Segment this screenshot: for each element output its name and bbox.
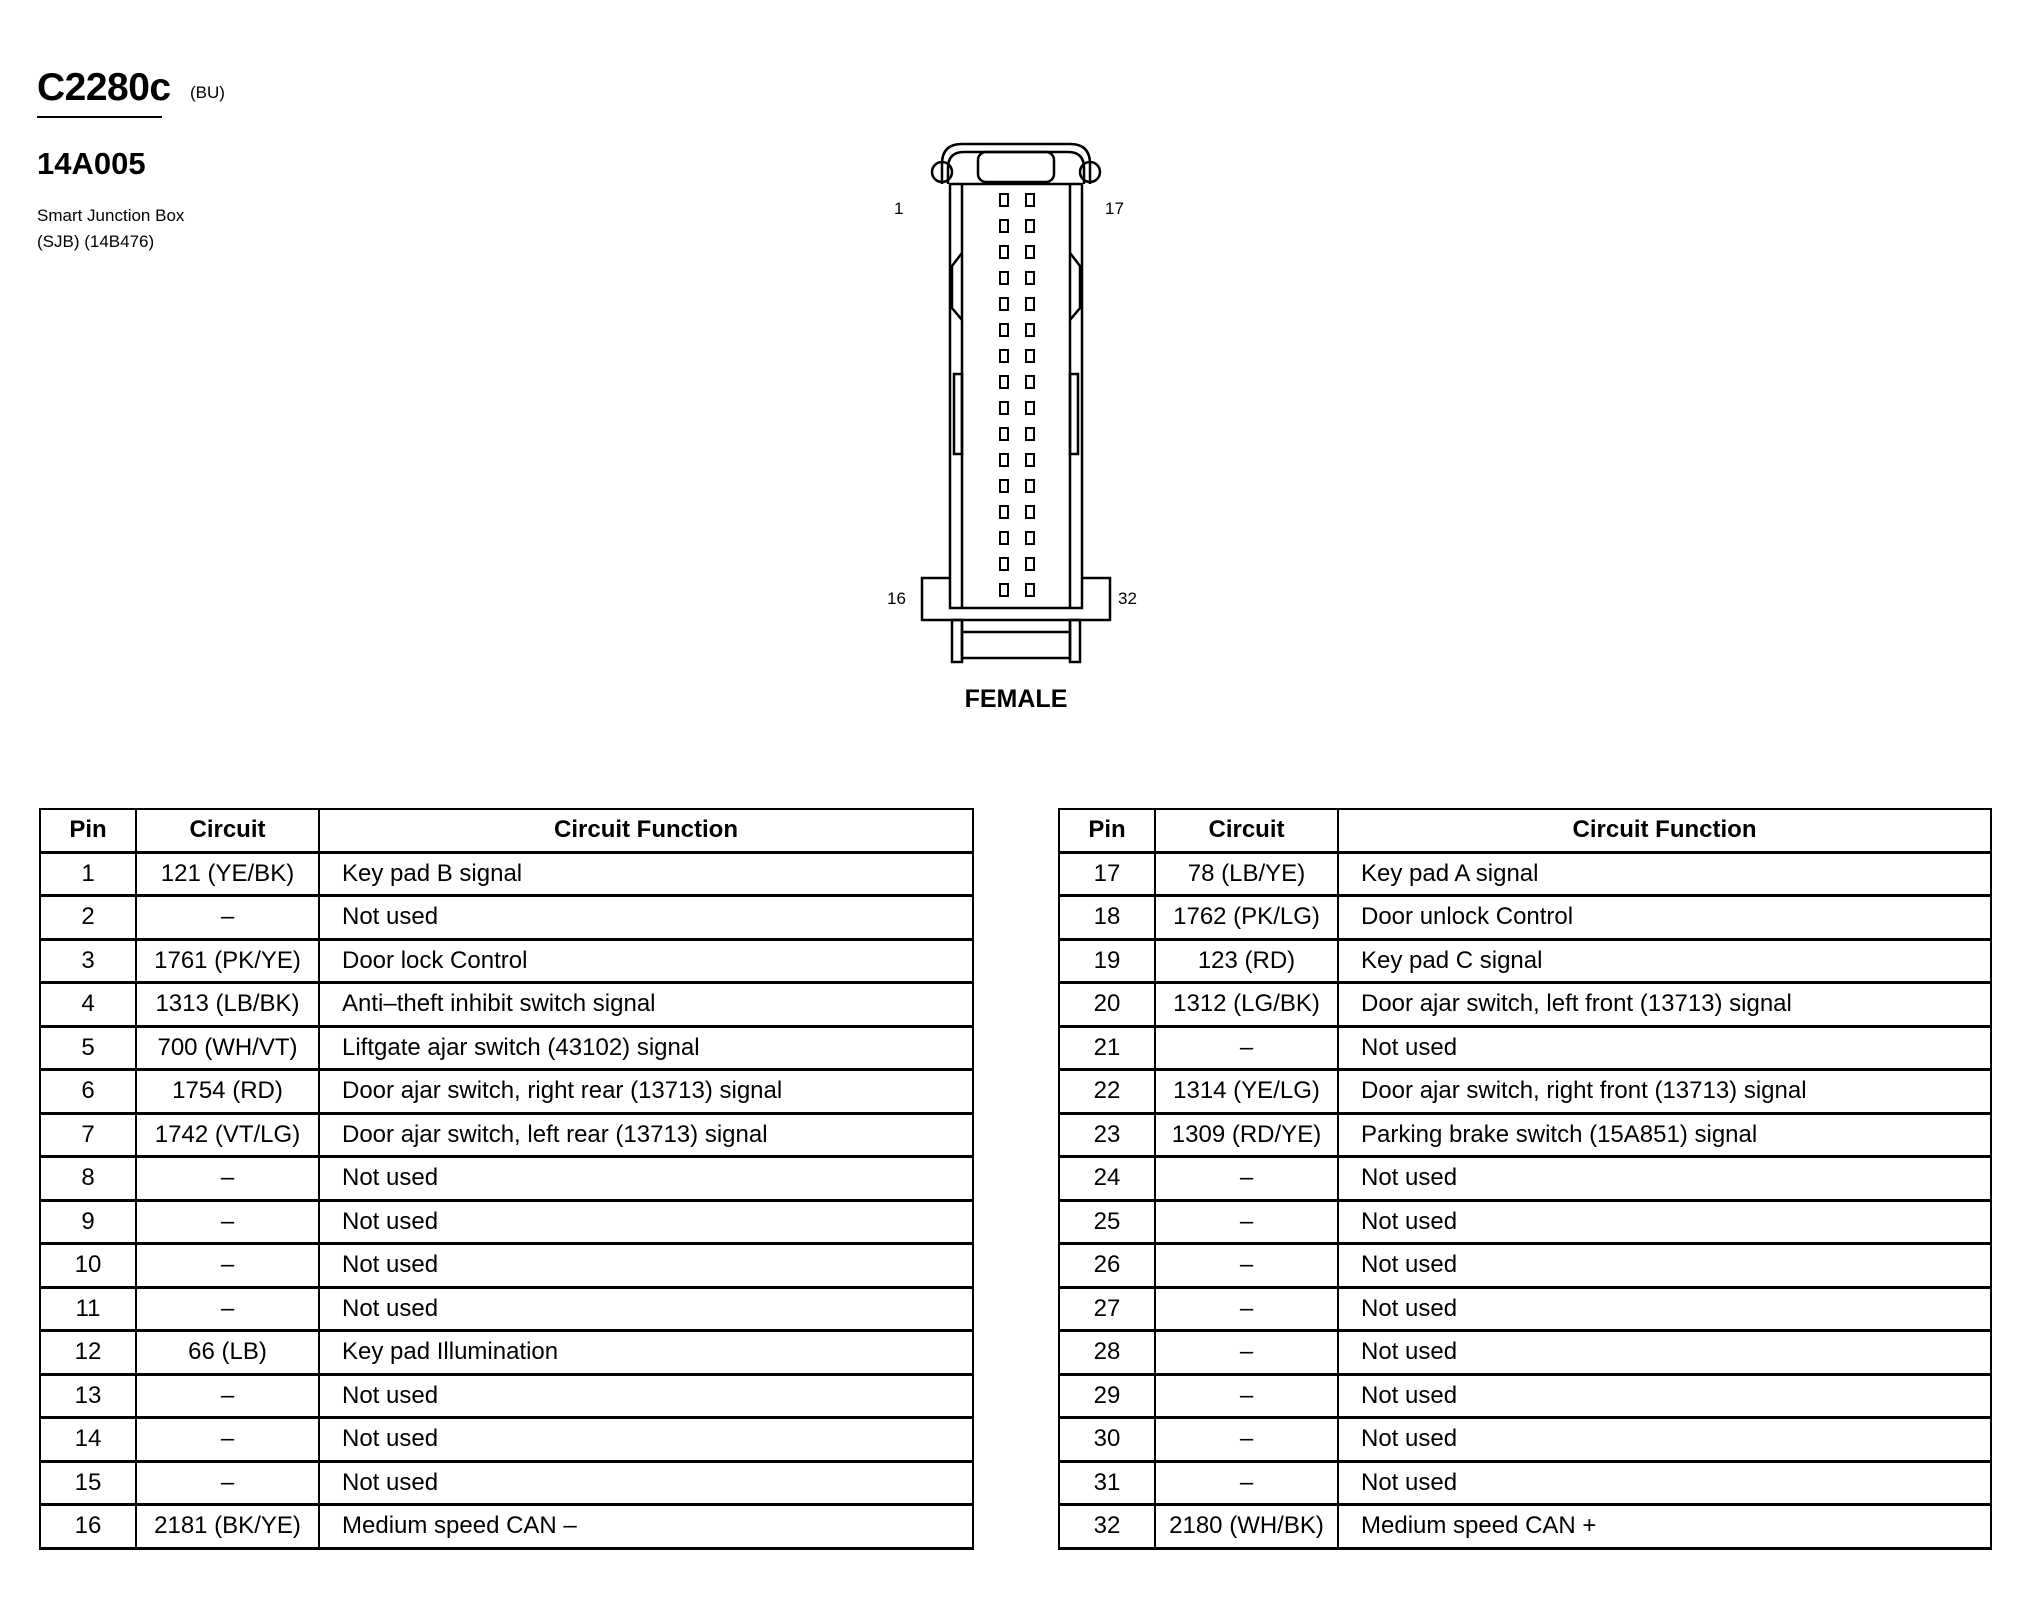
- function-cell: Key pad A signal: [1338, 852, 1991, 896]
- part-number: 14A005: [37, 146, 146, 181]
- function-cell: Door ajar switch, right rear (13713) signal: [319, 1070, 973, 1114]
- table-row: [1059, 1374, 1991, 1418]
- circuit-cell: –: [1155, 1200, 1338, 1244]
- pin-cell: 31: [1059, 1461, 1155, 1505]
- pin-cell: 20: [1059, 983, 1155, 1027]
- table-row: [40, 1287, 973, 1331]
- table-row: [40, 1374, 973, 1418]
- pin-cell: 2: [40, 896, 136, 940]
- table-row: [40, 852, 973, 896]
- table-row: [1059, 1331, 1991, 1375]
- pin-cavity: [1026, 532, 1034, 544]
- pin-cell: 4: [40, 983, 136, 1027]
- pin-cell: 18: [1059, 896, 1155, 940]
- circuit-cell: –: [1155, 1157, 1338, 1201]
- pin-cavity: [1026, 324, 1034, 336]
- table-row: [40, 1113, 973, 1157]
- function-cell: Not used: [1338, 1200, 1991, 1244]
- table-row: [1059, 896, 1991, 940]
- pin-cavity: [1000, 402, 1008, 414]
- table-header-row: [40, 809, 973, 852]
- pin-table-right: [1058, 808, 1992, 1550]
- pin-cavity: [1000, 480, 1008, 492]
- table-row: [40, 1461, 973, 1505]
- circuit-cell: 78 (LB/YE): [1155, 852, 1338, 896]
- pin-cavity: [1026, 376, 1034, 388]
- table-row: [1059, 1200, 1991, 1244]
- pin-cell: 27: [1059, 1287, 1155, 1331]
- pin-16-label: 16: [887, 589, 906, 608]
- circuit-cell: –: [1155, 1287, 1338, 1331]
- circuit-cell: 1313 (LB/BK): [136, 983, 319, 1027]
- table-row: [40, 1026, 973, 1070]
- function-cell: Door lock Control: [319, 939, 973, 983]
- table-row: [1059, 1461, 1991, 1505]
- circuit-cell: –: [136, 1200, 319, 1244]
- pin-cell: 3: [40, 939, 136, 983]
- gender-label: FEMALE: [964, 685, 1068, 713]
- function-cell: Not used: [1338, 1157, 1991, 1201]
- function-cell: Door unlock Control: [1338, 896, 1991, 940]
- circuit-column-header: Circuit: [1155, 809, 1338, 852]
- pin-cavity: [1026, 194, 1034, 206]
- table-row: [1059, 1505, 1991, 1549]
- pin-cavity: [1026, 454, 1034, 466]
- pin-column-header: Pin: [1059, 809, 1155, 852]
- pin-cell: 1: [40, 852, 136, 896]
- function-cell: Medium speed CAN –: [319, 1505, 973, 1549]
- pin-cell: 22: [1059, 1070, 1155, 1114]
- table-row: [1059, 939, 1991, 983]
- pin-32-label: 32: [1118, 589, 1137, 608]
- function-cell: Not used: [1338, 1244, 1991, 1288]
- function-cell: Door ajar switch, left front (13713) signal: [1338, 983, 1991, 1027]
- table-row: [40, 1505, 973, 1549]
- function-cell: Liftgate ajar switch (43102) signal: [319, 1026, 973, 1070]
- table-row: [1059, 1287, 1991, 1331]
- pin-cavity: [1026, 584, 1034, 596]
- table-row: [1059, 1113, 1991, 1157]
- table-row: [1059, 852, 1991, 896]
- function-cell: Not used: [1338, 1287, 1991, 1331]
- table-row: [40, 939, 973, 983]
- pin-cell: 25: [1059, 1200, 1155, 1244]
- circuit-cell: –: [136, 1157, 319, 1201]
- pin-cell: 10: [40, 1244, 136, 1288]
- circuit-cell: 2180 (WH/BK): [1155, 1505, 1338, 1549]
- table-row: [1059, 1157, 1991, 1201]
- pin-17-label: 17: [1105, 199, 1124, 218]
- pin-cavity: [1026, 298, 1034, 310]
- circuit-column-header: Circuit: [136, 809, 319, 852]
- circuit-cell: –: [136, 1418, 319, 1462]
- table-row: [1059, 983, 1991, 1027]
- pin-cavity: [1000, 194, 1008, 206]
- circuit-cell: –: [136, 1287, 319, 1331]
- circuit-cell: –: [136, 896, 319, 940]
- pin-cell: 9: [40, 1200, 136, 1244]
- circuit-cell: –: [1155, 1244, 1338, 1288]
- circuit-cell: 2181 (BK/YE): [136, 1505, 319, 1549]
- circuit-cell: 1309 (RD/YE): [1155, 1113, 1338, 1157]
- table-row: [40, 1070, 973, 1114]
- pin-cell: 28: [1059, 1331, 1155, 1375]
- function-cell: Not used: [319, 1157, 973, 1201]
- circuit-cell: 1742 (VT/LG): [136, 1113, 319, 1157]
- function-cell: Not used: [1338, 1026, 1991, 1070]
- pin-cavity: [1000, 532, 1008, 544]
- pin-cavity: [1026, 428, 1034, 440]
- pin-cell: 16: [40, 1505, 136, 1549]
- pin-cell: 24: [1059, 1157, 1155, 1201]
- table-row: [40, 1200, 973, 1244]
- pin-cell: 5: [40, 1026, 136, 1070]
- pin-cell: 15: [40, 1461, 136, 1505]
- function-column-header: Circuit Function: [319, 809, 973, 852]
- pin-cavity: [1026, 402, 1034, 414]
- connector-face-drawing: [887, 138, 1140, 723]
- table-row: [40, 1418, 973, 1462]
- function-cell: Anti–theft inhibit switch signal: [319, 983, 973, 1027]
- circuit-cell: 121 (YE/BK): [136, 852, 319, 896]
- circuit-cell: –: [136, 1244, 319, 1288]
- pin-1-label: 1: [894, 199, 904, 218]
- function-cell: Key pad Illumination: [319, 1331, 973, 1375]
- function-cell: Door ajar switch, right front (13713) signal: [1338, 1070, 1991, 1114]
- pin-cavity: [1000, 558, 1008, 570]
- table-header-row: [1059, 809, 1991, 852]
- connector-diagram: [887, 138, 1140, 723]
- table-row: [1059, 1026, 1991, 1070]
- pin-cavity: [1026, 350, 1034, 362]
- function-cell: Key pad C signal: [1338, 939, 1991, 983]
- pin-cell: 12: [40, 1331, 136, 1375]
- pin-cell: 17: [1059, 852, 1155, 896]
- function-cell: Not used: [319, 896, 973, 940]
- pin-cavity: [1000, 220, 1008, 232]
- function-cell: Not used: [319, 1287, 973, 1331]
- pin-cavity: [1000, 272, 1008, 284]
- circuit-cell: 123 (RD): [1155, 939, 1338, 983]
- circuit-cell: –: [136, 1374, 319, 1418]
- pin-cavity: [1000, 324, 1008, 336]
- circuit-cell: 1761 (PK/YE): [136, 939, 319, 983]
- pin-cavity: [1000, 454, 1008, 466]
- table-row: [40, 1157, 973, 1201]
- pin-cavity: [1026, 246, 1034, 258]
- function-cell: Not used: [1338, 1461, 1991, 1505]
- table-row: [40, 1244, 973, 1288]
- table-row: [1059, 1070, 1991, 1114]
- function-cell: Not used: [1338, 1418, 1991, 1462]
- connector-id: C2280c: [37, 66, 171, 109]
- pin-cavity: [1026, 558, 1034, 570]
- circuit-cell: –: [1155, 1331, 1338, 1375]
- circuit-cell: –: [1155, 1026, 1338, 1070]
- pin-cavity-grid: [1000, 194, 1034, 596]
- pin-cell: 8: [40, 1157, 136, 1201]
- pin-table-left: [39, 808, 974, 1550]
- circuit-cell: 1312 (LG/BK): [1155, 983, 1338, 1027]
- circuit-cell: 1762 (PK/LG): [1155, 896, 1338, 940]
- function-cell: Medium speed CAN +: [1338, 1505, 1991, 1549]
- function-cell: Not used: [319, 1461, 973, 1505]
- table-row: [40, 896, 973, 940]
- function-cell: Parking brake switch (15A851) signal: [1338, 1113, 1991, 1157]
- pin-cavity: [1000, 584, 1008, 596]
- function-cell: Not used: [319, 1418, 973, 1462]
- function-cell: Key pad B signal: [319, 852, 973, 896]
- pin-column-header: Pin: [40, 809, 136, 852]
- pin-cell: 11: [40, 1287, 136, 1331]
- pin-cell: 26: [1059, 1244, 1155, 1288]
- pin-cell: 6: [40, 1070, 136, 1114]
- pin-cell: 30: [1059, 1418, 1155, 1462]
- function-cell: Door ajar switch, left rear (13713) signal: [319, 1113, 973, 1157]
- function-cell: Not used: [319, 1374, 973, 1418]
- circuit-cell: 66 (LB): [136, 1331, 319, 1375]
- pin-cavity: [1000, 376, 1008, 388]
- pin-cavity: [1026, 272, 1034, 284]
- pin-cell: 13: [40, 1374, 136, 1418]
- pin-cell: 19: [1059, 939, 1155, 983]
- function-cell: Not used: [1338, 1374, 1991, 1418]
- function-cell: Not used: [319, 1244, 973, 1288]
- pin-cavity: [1000, 298, 1008, 310]
- pin-cavity: [1026, 506, 1034, 518]
- pin-cavity: [1026, 480, 1034, 492]
- table-row: [1059, 1418, 1991, 1462]
- circuit-cell: –: [1155, 1461, 1338, 1505]
- connector-color-code: (BU): [190, 83, 225, 102]
- circuit-cell: –: [1155, 1418, 1338, 1462]
- circuit-cell: 700 (WH/VT): [136, 1026, 319, 1070]
- pin-cavity: [1000, 246, 1008, 258]
- circuit-cell: 1754 (RD): [136, 1070, 319, 1114]
- circuit-cell: 1314 (YE/LG): [1155, 1070, 1338, 1114]
- pin-cell: 14: [40, 1418, 136, 1462]
- pin-cell: 23: [1059, 1113, 1155, 1157]
- table-row: [1059, 1244, 1991, 1288]
- pin-cavity: [1000, 428, 1008, 440]
- pin-cell: 29: [1059, 1374, 1155, 1418]
- pin-cell: 21: [1059, 1026, 1155, 1070]
- table-row: [40, 983, 973, 1027]
- function-cell: Not used: [319, 1200, 973, 1244]
- pin-cavity: [1000, 350, 1008, 362]
- function-cell: Not used: [1338, 1331, 1991, 1375]
- circuit-cell: –: [136, 1461, 319, 1505]
- pin-cell: 7: [40, 1113, 136, 1157]
- circuit-cell: –: [1155, 1374, 1338, 1418]
- pin-cell: 32: [1059, 1505, 1155, 1549]
- connector-id-underline: [37, 116, 162, 118]
- component-name: Smart Junction Box (SJB) (14B476): [37, 206, 185, 251]
- table-row: [40, 1331, 973, 1375]
- pin-cavity: [1026, 220, 1034, 232]
- pin-cavity: [1000, 506, 1008, 518]
- function-column-header: Circuit Function: [1338, 809, 1991, 852]
